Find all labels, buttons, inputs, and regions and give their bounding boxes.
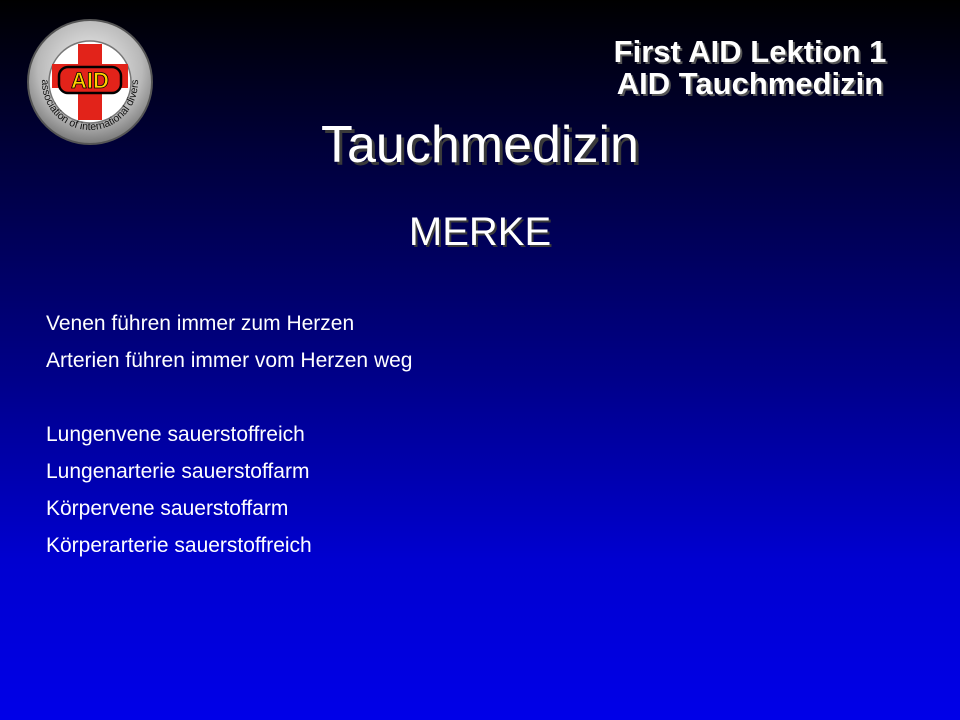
slide-body [46, 305, 926, 564]
slide-subtitle: MERKE [408, 210, 552, 254]
body-line: Arterien führen immer vom Herzen weg [46, 349, 413, 372]
header-line-1: First AID Lektion 1 [613, 34, 887, 69]
body-line: Lungenarterie sauerstoffarm [46, 460, 310, 483]
body-line: Venen führen immer zum Herzen [46, 312, 355, 335]
body-line: Körperarterie sauerstoffreich [46, 534, 312, 557]
logo-name: AID [71, 68, 109, 93]
body-line: Lungenvene sauerstoffreich [46, 423, 305, 446]
lesson-header [580, 36, 920, 100]
group-oxygen [46, 416, 926, 564]
header-line-2: AID Tauchmedizin [616, 66, 884, 101]
slide-title: Tauchmedizin [321, 116, 639, 174]
logo-ring-text: association of international divers [38, 79, 142, 134]
body-line: Körpervene sauerstoffarm [46, 497, 289, 520]
group-vessels [46, 305, 926, 379]
